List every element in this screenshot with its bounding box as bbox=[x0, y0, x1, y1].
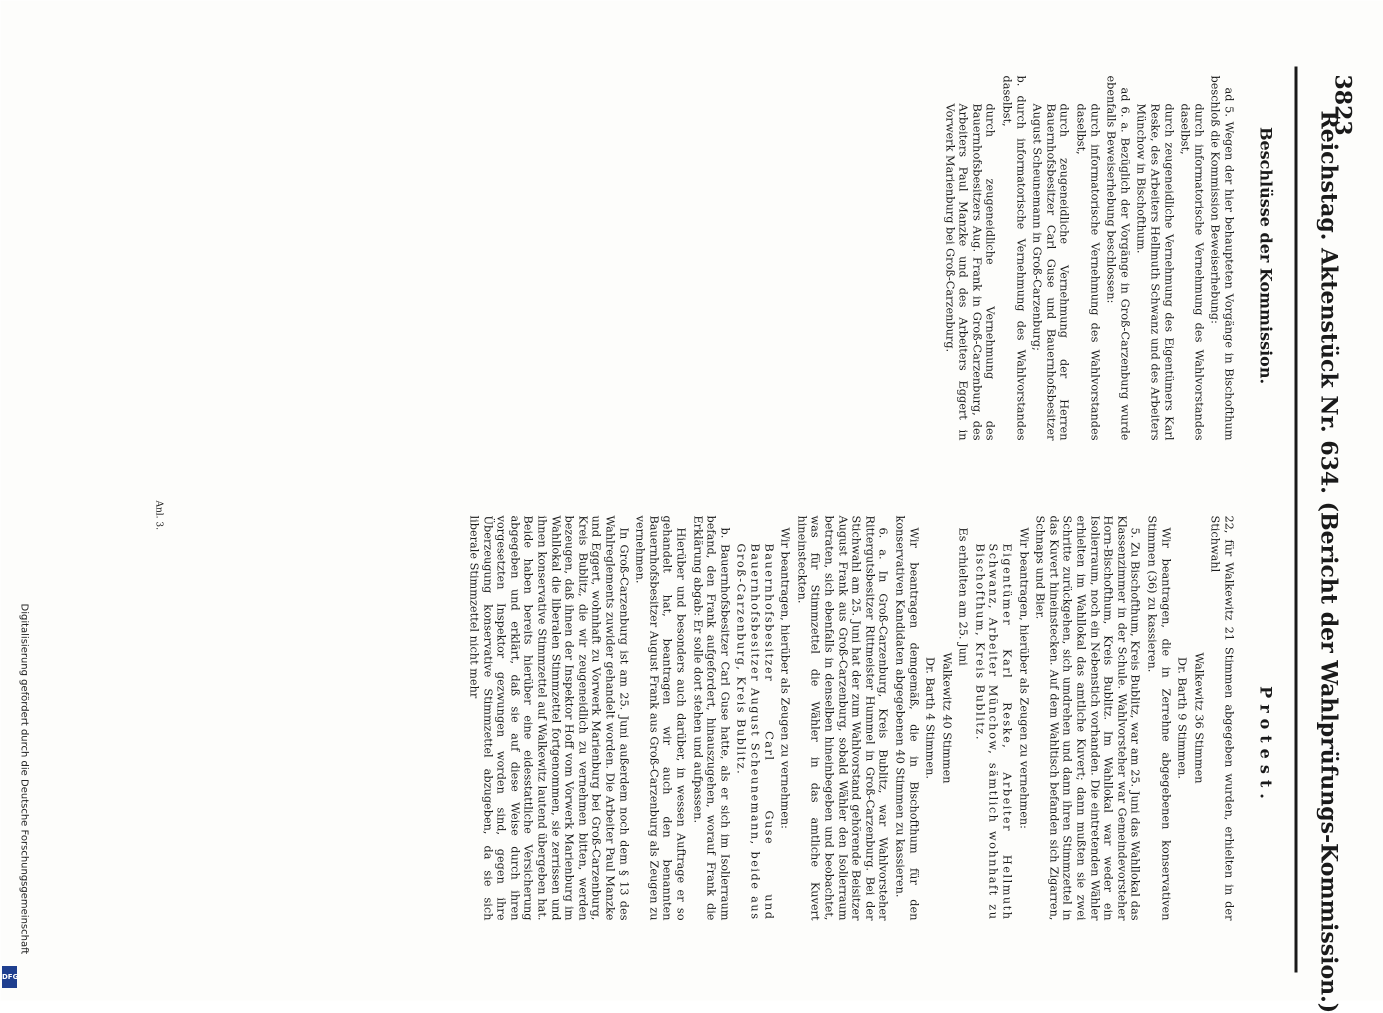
decision-item: durch zeugeneidliche Vernehmung des Bauernhofsbesitzers Aug. Frank in Groß-Carzenburg, des Arbeiters Paul Manzke und des Arbeiters Eggert in Vorwerk Marienburg bei Groß-Carzenburg. bbox=[942, 103, 997, 440]
paragraph: 6. a. In Groß-Carzenburg, Kreis Bublitz, war Wahlvorsteher Rittergutsbesitzer Rittmeister Hummel in Groß-Carzenburg. Bei der Stichwahl am 25. Juni hat der zum Wahlvorstand gehörende Beisitzer August Frank aus Groß-Carzenburg, sobald Wähler den Isolierraum betraten, sich ebenfalls in denselben hineinbegeben und beobachtet, was für Stimmzettel die Wähler in das amtliche Kuvert hineinsteckten. bbox=[794, 515, 890, 920]
witness-list: Eigentümer Karl Reske, Arbeiter Hellmuth Schwanz, Arbeiter Münchow, sämtlich wohnhaft zu Bischofthum, Kreis Bublitz. bbox=[972, 543, 1014, 920]
witness-list: Bauernhofsbesitzer Carl Guse und Bauernhofsbesitzer August Scheunemann, beide aus Groß-Carzenburg, Kreis Bublitz. bbox=[734, 543, 775, 920]
vote-line: Dr. Barth 9 Stimmen. bbox=[1175, 656, 1189, 779]
header-rule bbox=[1294, 66, 1297, 972]
vote-line: Walkewitz 40 Stimmen bbox=[939, 651, 953, 784]
paragraph: Wir beantragen, die in Zerrehne abgegebenen konservativen Stimmen (36) zu kassieren. bbox=[1145, 515, 1172, 920]
paragraph: 22, für Walkewitz 21 Stimmen abgegeben wurden, erhielten in der Stichwahl bbox=[1208, 515, 1235, 920]
right-column-title: Beschlüsse der Kommission. bbox=[1256, 126, 1275, 384]
paragraph: Es erhielten am 25. Juni bbox=[956, 527, 970, 666]
vote-line: Dr. Barth 4 Stimmen. bbox=[923, 656, 937, 779]
credit-text: Digitalisierung gefördert durch die Deutsche Forschungsgemeinschaft bbox=[18, 603, 30, 955]
decision-item: durch zeugeneidliche Vernehmung der Herren Bauernhofsbesitzer Carl Guse und Bauernhofsbesitzer August Scheunemann in Groß-Carzenburg; bbox=[1030, 103, 1071, 440]
vote-line: Walkewitz 36 Stimmen bbox=[1191, 651, 1205, 784]
dfg-logo: DFG bbox=[2, 966, 17, 988]
paragraph: Wir beantragen demgemäß, die in Bischofthum für den konservativen Kandidaten abgegebenen 40 Stimmen zu kassieren. bbox=[892, 515, 920, 920]
protest-column bbox=[464, 515, 1235, 920]
paragraph: Hierüber und besonders auch darüber, in wessen Auftrage er so gehandelt hat, beantragen wir auch den benannten Bauernhofsbesitzer August Frank aus Groß-Carzenburg als Zeugen zu vernehmen. bbox=[633, 515, 688, 920]
decision-item: durch informatorische Vernehmung des Wahlvorstandes daselbst, bbox=[1178, 103, 1205, 440]
paragraph: 5. Zu Bischofthum, Kreis Bublitz, war am 25. Juni das Wahllokal das Klassenzimmer in der Schule. Wahlvorsteher war Gemeindevorsteher Horn-Bischofthum, Kreis Bublitz. Im Wahllokal war weder ein Isolierraum, noch ein Nebenstich vorhanden. Die eintretenden Wähler erhielten im Wahllokal das amtliche Kuvert; dann mußten sie zwei Schritte zurückgehen, sich umdrehen und dann ihren Stimmzettel in das Kuvert hineinstecken. Auf dem Wahltisch befanden sich Zigarren, Schnaps und Bier. bbox=[1033, 515, 1142, 920]
paragraph: In Groß-Carzenburg ist am 25. Juni außerdem noch dem § 13 des Wahlreglements zuwider gehandelt worden. Die Arbeiter Paul Manzke und Eggert, wohnhaft zu Vorwerk Marienburg bei Groß-Carzenburg, Kreis Bublitz, die wir zeugeneidlich zu vernehmen bitten, werden bezeugen, daß ihnen der Inspektor Hoff vom Vorwerk Marienburg im Wahllokal die liberalen Stimmzettel fortgenommen, sie zerrissen und ihnen konservative Stimmzettel auf Walkewitz lautend übergeben hat. Beide haben bereits hierüber eine eidesstattliche Versicherung abgegeben und erklärt, daß sie auf diese Weise durch ihren vorgesetzten Inspektor gezwungen worden sind, gegen ihre Überzeugung konservative Stimmzettel abzugeben, da sie sich liberale Stimmzettel nicht mehr bbox=[467, 515, 630, 920]
decision-item: durch informatorische Vernehmung des Wahlvorstandes daselbst, bbox=[1074, 103, 1101, 440]
decision: ad 6. a. Bezüglich der Vorgänge in Groß-Carzenburg wurde ebenfalls Beweiserhebung beschlossen: bbox=[1104, 75, 1131, 440]
decision-item: durch zeugeneidliche Vernehmung des Eigentümers Karl Reske, des Arbeiters Hellmuth Schwanz und des Arbeiters Münchow in Bischofthum. bbox=[1134, 103, 1175, 440]
paragraph: Wir beantragen, hierüber als Zeugen zu vernehmen: bbox=[1016, 527, 1030, 829]
commission-decisions-column bbox=[939, 75, 1235, 440]
paragraph: b. Bauernhofsbesitzer Carl Guse hatte, als er sich im Isolierraum befand, den Frank aufgefordert, hinauszugehen, worauf Frank die Erklärung abgab: Er solle dort stehen und aufpassen. bbox=[690, 515, 731, 920]
decision: b. durch informatorische Vernehmung des Wahlvorstandes daselbst, bbox=[1000, 75, 1027, 440]
digitization-credit bbox=[4, 603, 30, 988]
margin-note: Anl. 3. bbox=[153, 500, 163, 530]
page-header: Reichstag. Aktenstück Nr. 634. (Bericht der Wahlprüfungs-Kommission.) bbox=[1315, 110, 1341, 1013]
decision: ad 5. Wegen der hier behaupteten Vorgänge in Bischofthum beschloß die Kommission Beweiserhebung: bbox=[1208, 75, 1235, 440]
page-number: 3823 bbox=[1329, 74, 1355, 136]
left-column-title: Protest. bbox=[1256, 685, 1275, 805]
paragraph: Wir beantragen, hierüber als Zeugen zu vernehmen: bbox=[778, 527, 792, 829]
